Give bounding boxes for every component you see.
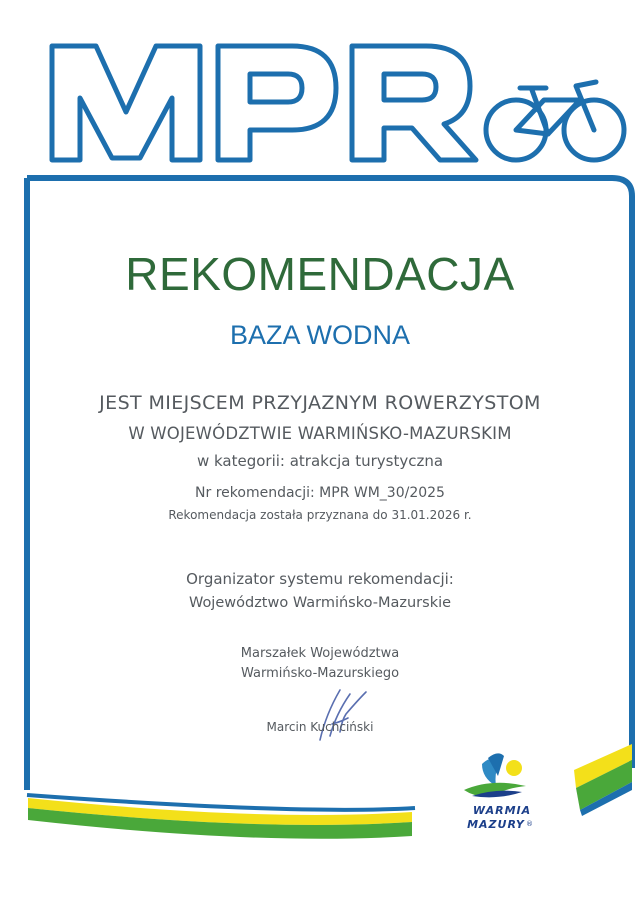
bicycle-icon [486, 82, 624, 160]
warmia-mazury-emblem-icon [452, 748, 548, 806]
letter-m [52, 46, 200, 160]
category-line: w kategorii: atrakcja turystyczna [196, 452, 444, 470]
organizer-label: Organizator systemu rekomendacji: [186, 570, 454, 588]
warmia-mazury-logo [452, 748, 548, 838]
letter-r [352, 46, 476, 160]
signature [296, 684, 386, 744]
facility-name: BAZA WODNA [229, 320, 411, 350]
certificate-title: REKOMENDACJA [125, 248, 515, 300]
registered-mark: ® [526, 820, 533, 828]
recommendation-number: Nr rekomendacji: MPR WM_30/2025 [195, 485, 445, 501]
signer-name: Marcin Kuchciński [266, 720, 374, 734]
marshal-title-line-1: Marszałek Województwa [240, 646, 400, 661]
marshal-title-line-2: Warmińsko-Mazurskiego [240, 666, 400, 681]
validity-line: Rekomendacja została przyznana do 31.01.2026 r. [168, 508, 472, 522]
logo-text-mazury: MAZURY [467, 818, 525, 831]
statement-line-1: JEST MIEJSCEM PRZYJAZNYM ROWERZYSTOM [99, 392, 541, 414]
letter-p [218, 46, 336, 160]
mpr-letters [52, 46, 476, 160]
logo-text-line-1: WARMIA [472, 804, 532, 817]
statement-line-2: W WOJEWÓDZTWIE WARMIŃSKO-MAZURSKIM [128, 424, 512, 443]
organizer-name: Województwo Warmińsko-Mazurskie [188, 595, 452, 611]
